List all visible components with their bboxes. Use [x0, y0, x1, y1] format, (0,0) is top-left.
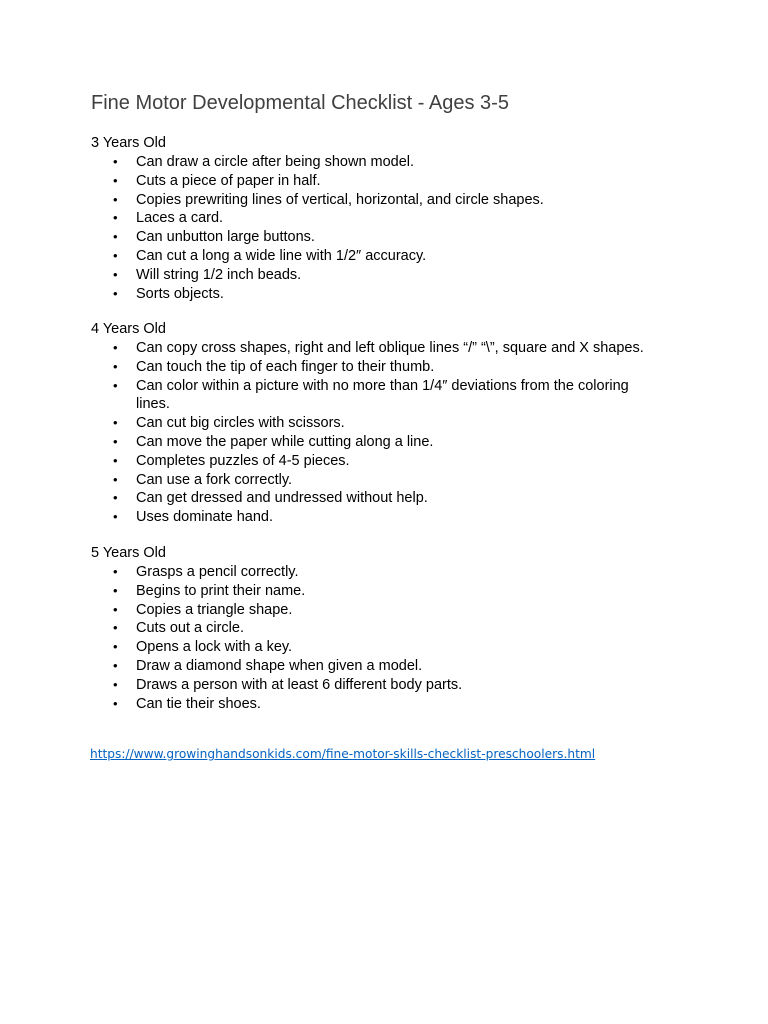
source-link[interactable]: https://www.growinghandsonkids.com/fine-motor-skills-checklist-preschoolers.html	[90, 747, 596, 761]
list-item	[91, 266, 656, 285]
item-text: Can color within a picture with no more than 1/4″ deviations from the coloring lines.	[136, 377, 629, 413]
item-text: Completes puzzles of 4-5 pieces.	[136, 452, 350, 469]
bullet: •	[113, 490, 118, 506]
list-item	[91, 657, 656, 676]
item-text: Can tie their shoes.	[136, 695, 261, 712]
bullet: •	[113, 433, 118, 449]
list-item	[91, 676, 656, 695]
item-text: Can draw a circle after being shown model.	[136, 154, 415, 170]
item-text: Can unbutton large buttons.	[136, 229, 315, 246]
bullet: •	[113, 564, 118, 579]
checklist	[91, 153, 691, 303]
page-title: Fine Motor Developmental Checklist - Ages 3-5	[91, 92, 509, 114]
bullet: •	[113, 154, 118, 169]
section-heading: 3 Years Old	[91, 135, 166, 151]
bullet: •	[113, 601, 118, 617]
section-5-years	[91, 544, 691, 713]
bullet: •	[113, 247, 118, 263]
item-text: Can touch the tip of each finger to their thumb.	[136, 358, 435, 375]
section-3-years	[91, 134, 691, 303]
list-item	[91, 228, 656, 247]
item-text: Draw a diamond shape when given a model.	[136, 657, 423, 674]
item-text: Grasps a pencil correctly.	[136, 564, 299, 580]
bullet: •	[113, 266, 118, 282]
bullet: •	[113, 340, 118, 355]
item-text: Uses dominate hand.	[136, 509, 274, 526]
bullet: •	[113, 509, 118, 525]
item-text: Laces a card.	[136, 210, 224, 227]
item-text: Can get dressed and undressed without help.	[136, 490, 428, 507]
bullet: •	[113, 695, 118, 711]
list-item	[91, 377, 656, 415]
list-item	[91, 414, 656, 433]
checklist	[91, 563, 691, 713]
list-item	[91, 191, 656, 210]
bullet: •	[113, 285, 118, 301]
item-text: Can cut big circles with scissors.	[136, 415, 345, 432]
list-item	[91, 153, 656, 172]
item-text: Draws a person with at least 6 different body parts.	[136, 676, 463, 693]
list-item	[91, 638, 656, 657]
bullet: •	[113, 639, 118, 655]
bullet: •	[113, 191, 118, 207]
list-item	[91, 695, 656, 714]
list-item	[91, 508, 656, 527]
bullet: •	[113, 582, 118, 598]
list-item	[91, 433, 656, 452]
bullet: •	[113, 358, 118, 374]
list-item	[91, 471, 656, 490]
list-item	[91, 247, 656, 266]
item-text: Can use a fork correctly.	[136, 471, 293, 488]
item-text: Will string 1/2 inch beads.	[136, 266, 302, 283]
item-text: Copies prewriting lines of vertical, horizontal, and circle shapes.	[136, 191, 544, 208]
section-4-years	[91, 320, 691, 527]
bullet: •	[113, 471, 118, 487]
item-text: Begins to print their name.	[136, 582, 306, 599]
bullet: •	[113, 172, 118, 188]
item-text: Can copy cross shapes, right and left oblique lines “/” “\”, square and X shapes.	[136, 340, 644, 356]
item-text: Copies a triangle shape.	[136, 601, 293, 618]
item-text: Can move the paper while cutting along a line.	[136, 433, 434, 450]
item-text: Can cut a long a wide line with 1/2″ accuracy.	[136, 247, 427, 264]
bullet: •	[113, 210, 118, 226]
item-text: Cuts out a circle.	[136, 620, 244, 637]
list-item	[91, 358, 656, 377]
list-item	[91, 601, 656, 620]
list-item	[91, 619, 656, 638]
list-item	[91, 563, 656, 582]
section-heading: 5 Years Old	[91, 545, 166, 561]
list-item	[91, 452, 656, 471]
bullet: •	[113, 415, 118, 431]
list-item	[91, 582, 656, 601]
bullet: •	[113, 452, 118, 468]
item-text: Cuts a piece of paper in half.	[136, 172, 321, 189]
list-item	[91, 489, 656, 508]
list-item	[91, 285, 656, 304]
bullet: •	[113, 620, 118, 636]
list-item	[91, 209, 656, 228]
item-text: Sorts objects.	[136, 285, 224, 302]
item-text: Opens a lock with a key.	[136, 639, 293, 656]
bullet: •	[113, 229, 118, 245]
section-heading: 4 Years Old	[91, 321, 166, 337]
bullet: •	[113, 377, 118, 393]
bullet: •	[113, 676, 118, 692]
bullet: •	[113, 657, 118, 673]
list-item	[91, 339, 656, 358]
checklist	[91, 339, 691, 527]
list-item	[91, 172, 656, 191]
